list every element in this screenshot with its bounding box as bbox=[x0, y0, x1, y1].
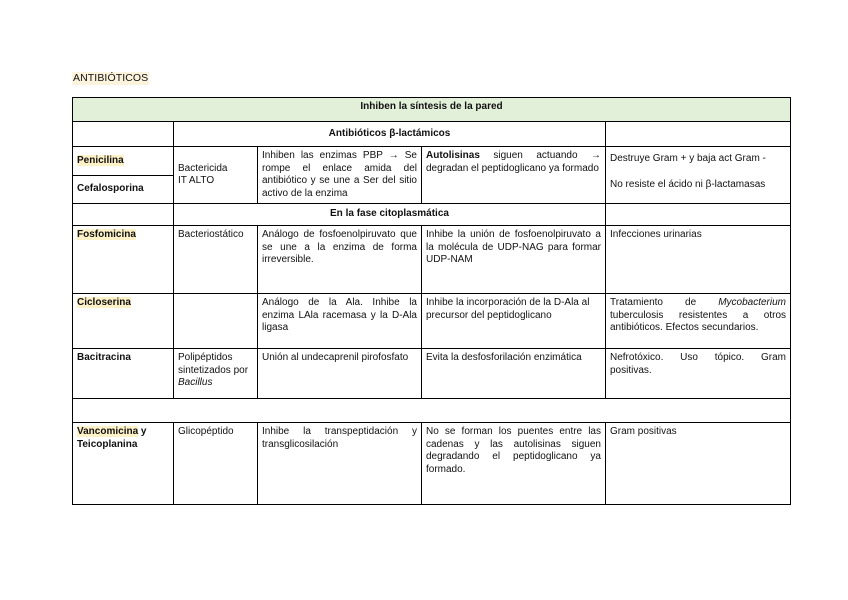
document-title: ANTIBIÓTICOS bbox=[73, 72, 149, 84]
empty-row bbox=[73, 399, 791, 423]
drug-fosfomicina: Fosfomicina bbox=[77, 229, 136, 240]
type-bactericida: Bactericida bbox=[178, 162, 228, 174]
empty-cell bbox=[606, 204, 791, 226]
mechanism-bacitracina: Unión al undecaprenil pirofosfato bbox=[258, 349, 422, 399]
table-header: Inhiben la síntesis de la pared bbox=[73, 98, 791, 122]
type-pre: Polipéptidos sintetizados por bbox=[178, 352, 249, 376]
notes-post: tuberculosis resistentes a otros antibióticos. Efectos secundarios. bbox=[610, 309, 787, 333]
notes-line-2: No resiste el ácido ni β-lactamasas bbox=[610, 178, 766, 190]
effect-cicloserina: Inhibe la incorporación de la D-Ala al precursor del peptidoglicano bbox=[422, 294, 606, 349]
drug-name-cell bbox=[73, 294, 174, 349]
drug-cefalosporina: Cefalosporina bbox=[73, 176, 174, 204]
empty-cell bbox=[606, 122, 791, 147]
table-header-row bbox=[73, 98, 791, 122]
notes-bacitracina: Nefrotóxico. Uso tópico. Gram positivas. bbox=[606, 349, 791, 399]
empty-cell bbox=[73, 122, 174, 147]
notes-vancomicina: Gram positivas bbox=[606, 423, 791, 505]
section-beta-lactamicos: Antibióticos β-lactámicos bbox=[174, 122, 606, 147]
effect-vancomicina: No se forman los puentes entre las cadenas y las autolisinas siguen degradando el peptidoglicano ya formado. bbox=[422, 423, 606, 505]
section-row-beta bbox=[73, 122, 791, 147]
type-bacillus: Bacillus bbox=[178, 377, 213, 388]
drug-vancomicina: Vancomicina bbox=[77, 426, 139, 437]
type-bacitracina bbox=[174, 349, 258, 399]
effect-autolisinas: Autolisinas bbox=[426, 150, 480, 161]
mechanism-cicloserina: Análogo de la Ala. Inhibe la enzima LAla racemasa y la D-Ala ligasa bbox=[258, 294, 422, 349]
drug-name-cell bbox=[73, 147, 174, 176]
drug-name-cell bbox=[73, 423, 174, 505]
type-fosfomicina: Bacteriostático bbox=[174, 226, 258, 294]
notes-cicloserina bbox=[606, 294, 791, 349]
mechanism-fosfomicina: Análogo de fosfoenolpiruvato que se une a la enzima de forma irreversible. bbox=[258, 226, 422, 294]
effect-fosfomicina: Inhibe la unión de fosfoenolpiruvato a la molécula de UDP-NAG para formar UDP-NAM bbox=[422, 226, 606, 294]
table-row-penicilina bbox=[73, 147, 791, 176]
table-row-vancomicina bbox=[73, 423, 791, 505]
notes-pre: Tratamiento de bbox=[610, 297, 719, 308]
notes-mycobacterium: Mycobacterium bbox=[718, 297, 787, 308]
table-row-fosfomicina bbox=[73, 226, 791, 294]
effect-bacitracina: Evita la desfosforilación enzimática bbox=[422, 349, 606, 399]
drug-cicloserina: Cicloserina bbox=[77, 297, 131, 308]
notes-fosfomicina: Infecciones urinarias bbox=[606, 226, 791, 294]
empty-cell bbox=[73, 204, 174, 226]
drug-bacitracina: Bacitracina bbox=[73, 349, 174, 399]
antibiotics-table bbox=[72, 97, 791, 505]
type-cell-betalactam bbox=[174, 147, 258, 204]
mechanism-vancomicina: Inhibe la transpeptidación y transglicosilación bbox=[258, 423, 422, 505]
drug-name-cell bbox=[73, 226, 174, 294]
type-vancomicina: Glicopéptido bbox=[174, 423, 258, 505]
drug-penicilina: Penicilina bbox=[77, 154, 124, 166]
drug-teicoplanina: y Teicoplanina bbox=[77, 426, 147, 450]
type-it-alto: IT ALTO bbox=[178, 175, 215, 186]
section-citoplasmatica: En la fase citoplasmática bbox=[174, 204, 606, 226]
mechanism-betalactam: Inhiben las enzimas PBP → Se rompe el enlace amida del antibiótico y se une a Ser del sitio activo de la enzima bbox=[258, 147, 422, 204]
section-row-cyto bbox=[73, 204, 791, 226]
table-row-cicloserina bbox=[73, 294, 791, 349]
effect-betalactam bbox=[422, 147, 606, 204]
empty-cell bbox=[73, 399, 791, 423]
table-row-bacitracina bbox=[73, 349, 791, 399]
type-cicloserina bbox=[174, 294, 258, 349]
notes-betalactam bbox=[606, 147, 791, 204]
effect-text: siguen actuando → degradan el peptidoglicano ya formado bbox=[426, 150, 601, 174]
notes-line-1: Destruye Gram + y baja act Gram - bbox=[610, 153, 766, 164]
